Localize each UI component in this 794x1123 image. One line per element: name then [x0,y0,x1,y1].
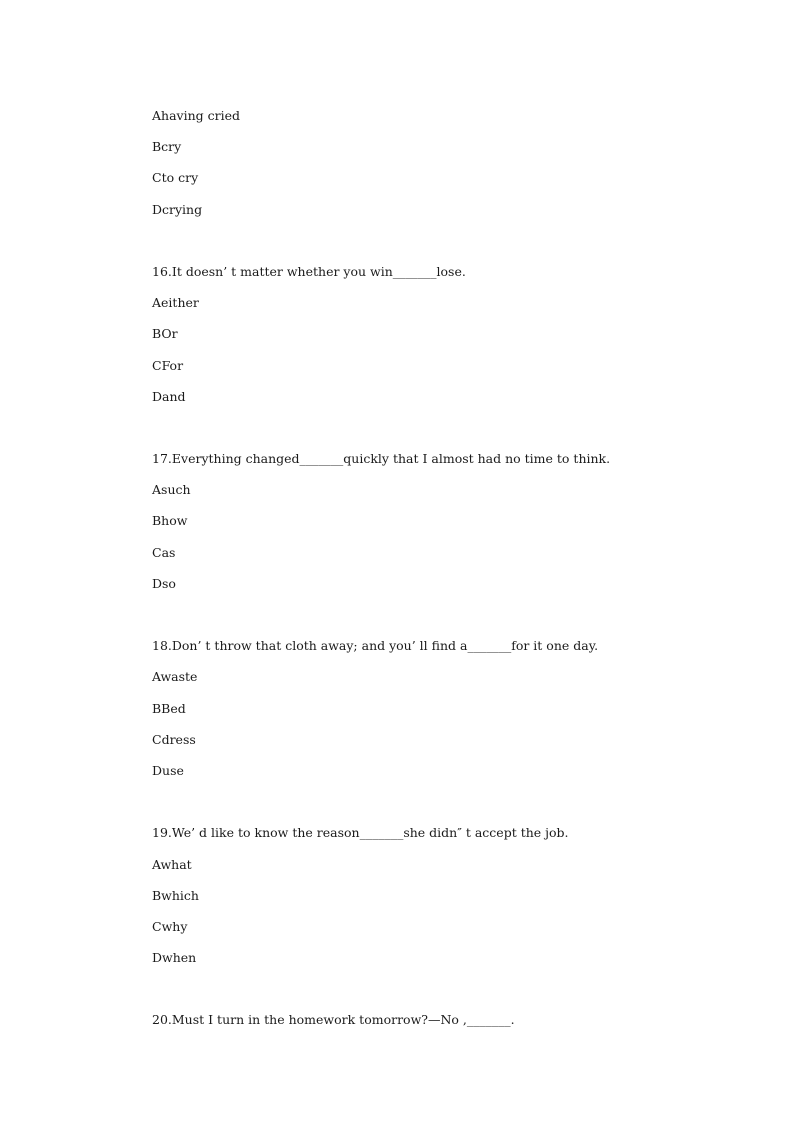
option-c: Cto cry [152,170,199,186]
spacer [152,973,772,1004]
option-d: Duse [152,762,184,778]
question-text: 18.Don’ t throw that cloth away; and you’ ll find a_______for it one day. [152,638,599,654]
option-c: Cwhy [152,918,188,934]
question-block-15 [152,100,772,225]
option-a: Ahaving cried [152,108,240,123]
option-d: Dwhen [152,950,197,966]
option-d: Dcrying [152,201,203,217]
spacer [152,225,772,256]
option-c: Cas [152,544,176,560]
option-a: Awaste [152,669,198,685]
spacer [152,599,772,630]
question-block-17 [152,443,772,599]
option-a: Asuch [152,482,191,498]
option-b: Bwhich [152,887,199,903]
question-block-18 [152,630,772,786]
question-text: 20.Must I turn in the homework tomorrow?—No ,_______. [152,1012,515,1028]
document-page [152,100,772,1036]
question-block-19 [152,817,772,973]
question-text: 16.It doesn’ t matter whether you win_______lose. [152,263,466,279]
option-b: BBed [152,700,186,716]
spacer [152,412,772,443]
option-c: CFor [152,357,184,373]
question-block-16 [152,256,772,412]
option-a: Awhat [152,856,192,872]
option-b: Bhow [152,513,188,529]
option-a: Aeither [152,295,199,311]
option-c: Cdress [152,731,196,747]
option-b: BOr [152,326,178,342]
option-d: Dso [152,575,176,591]
spacer [152,786,772,817]
question-text: 19.We’ d like to know the reason_______she didn″ t accept the job. [152,825,569,841]
option-d: Dand [152,388,186,404]
option-b: Bcry [152,139,182,155]
question-text: 17.Everything changed_______quickly that I almost had no time to think. [152,451,611,467]
question-block-20 [152,1004,772,1035]
